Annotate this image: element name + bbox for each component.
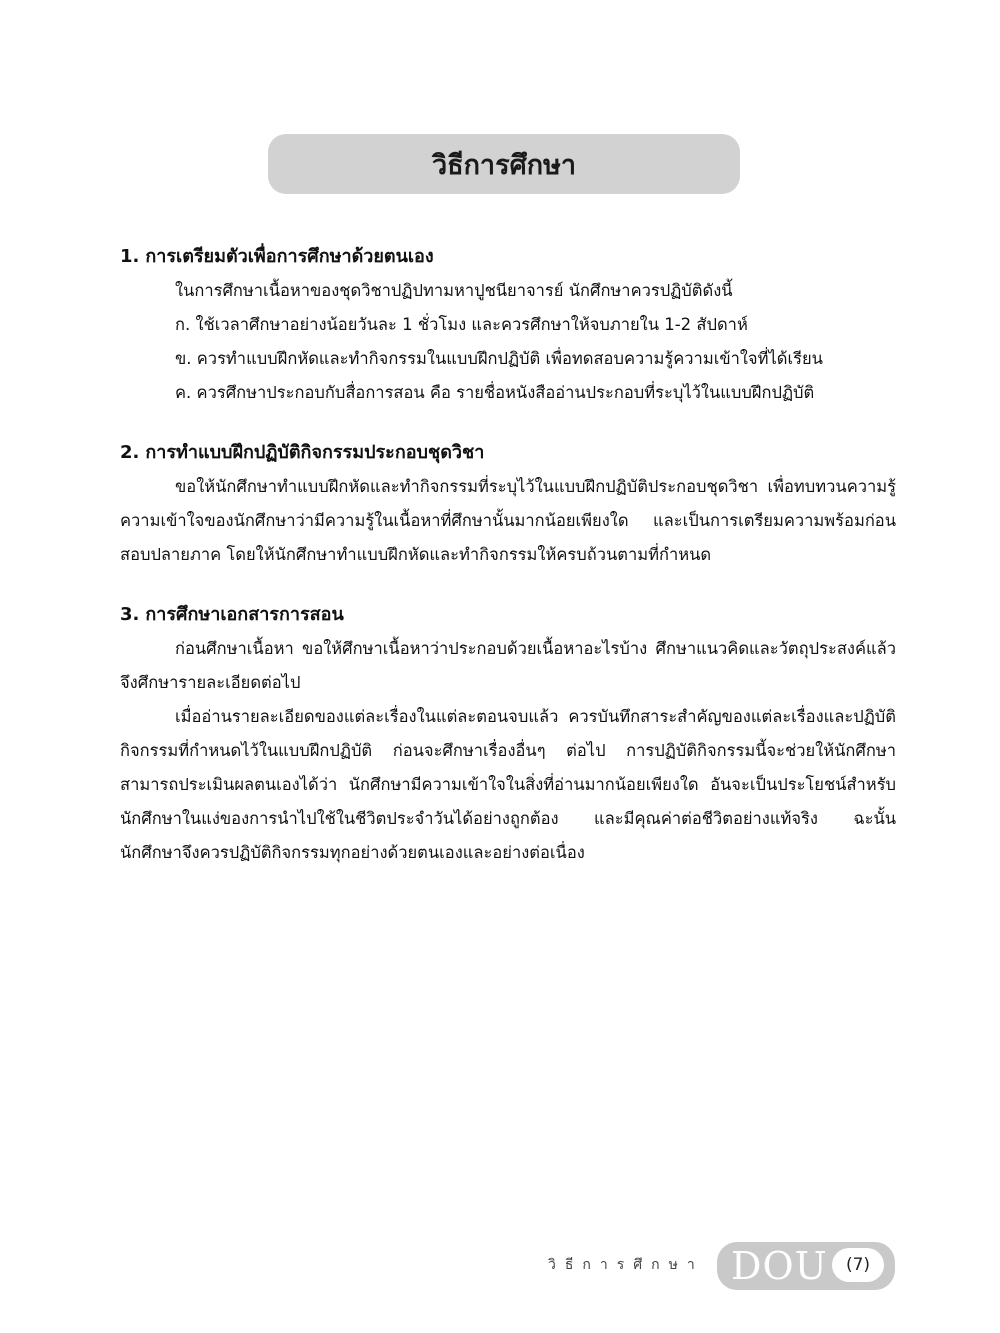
list-item: ก. ใช้เวลาศึกษาอย่างน้อยวันละ 1 ชั่วโมง และควรศึกษาให้จบภายใน 1-2 สัปดาห์ (175, 315, 748, 334)
section-number: 2. (120, 442, 140, 463)
section-preparation (120, 240, 896, 410)
main-content (120, 240, 896, 896)
section-number: 1. (120, 246, 140, 267)
section-heading (120, 598, 896, 632)
list-item: ค. ควรศึกษาประกอบกับสื่อการสอน คือ รายชื่อหนังสืออ่านประกอบที่ระบุไว้ในแบบฝึกปฏิบัติ (175, 383, 815, 402)
footer-section-name: วิธีการศึกษา (548, 1257, 704, 1273)
section-title: การทำแบบฝึกปฏิบัติกิจกรรมประกอบชุดวิชา (145, 442, 485, 463)
body-line: ในการศึกษาเนื้อหาของชุดวิชาปฏิปทามหาปูชนียาจารย์ นักศึกษาควรปฏิบัติดังนี้ (175, 281, 733, 300)
page-title: วิธีการศึกษา (431, 149, 577, 181)
section-heading (120, 240, 896, 274)
section-exercises (120, 436, 896, 572)
list-item: ข. ควรทำแบบฝึกหัดและทำกิจกรรมในแบบฝึกปฏิบัติ เพื่อทดสอบความรู้ความเข้าใจที่ได้เรียน (175, 349, 823, 368)
title-box (268, 134, 740, 194)
section-heading (120, 436, 896, 470)
footer-badge (717, 1242, 895, 1290)
page-number: (7) (832, 1248, 884, 1282)
body-paragraph: เมื่ออ่านรายละเอียดของแต่ละเรื่องในแต่ละตอนจบแล้ว ควรบันทึกสาระสำคัญของแต่ละเรื่องและปฏิบัติกิจกรรมที่กำหนดไว้ในแบบฝึกปฏิบัติ ก่อนจะศึกษาเรื่องอื่นๆ ต่อไป การปฏิบัติกิจกรรมนี้จะช่วยให้นักศึกษาสามารถประเมินผลตนเองได้ว่า นักศึกษามีความเข้าใจในสิ่งที่อ่านมากน้อยเพียงใด อันจะเป็นประโยชน์สำหรับนักศึกษาในแง่ของการนำไปใช้ในชีวิตประจำวันได้อย่างถูกต้อง และมีคุณค่าต่อชีวิตอย่างแท้จริง ฉะนั้นนักศึกษาจึงควรปฏิบัติกิจกรรมทุกอย่างด้วยตนเองและอย่างต่อเนื่อง (120, 707, 896, 862)
body-paragraph: ก่อนศึกษาเนื้อหา ขอให้ศึกษาเนื้อหาว่าประกอบด้วยเนื้อหาอะไรบ้าง ศึกษาแนวคิดและวัตถุประสงค์แล้วจึงศึกษารายละเอียดต่อไป (120, 639, 896, 692)
section-title: การศึกษาเอกสารการสอน (145, 604, 344, 625)
dou-logo: DOU (731, 1244, 828, 1288)
section-number: 3. (120, 604, 140, 625)
section-title: การเตรียมตัวเพื่อการศึกษาด้วยตนเอง (145, 246, 434, 267)
section-documents (120, 598, 896, 870)
body-paragraph: ขอให้นักศึกษาทำแบบฝึกหัดและทำกิจกรรมที่ระบุไว้ในแบบฝึกปฏิบัติประกอบชุดวิชา เพื่อทบทวนความรู้ ความเข้าใจของนักศึกษาว่ามีความรู้ในเนื้อหาที่ศึกษานั้นมากน้อยเพียงใด และเป็นการเตรียมความพร้อมก่อนสอบปลายภาค โดยให้นักศึกษาทำแบบฝึกหัดและทำกิจกรรมให้ครบถ้วนตามที่กำหนด (120, 477, 896, 564)
